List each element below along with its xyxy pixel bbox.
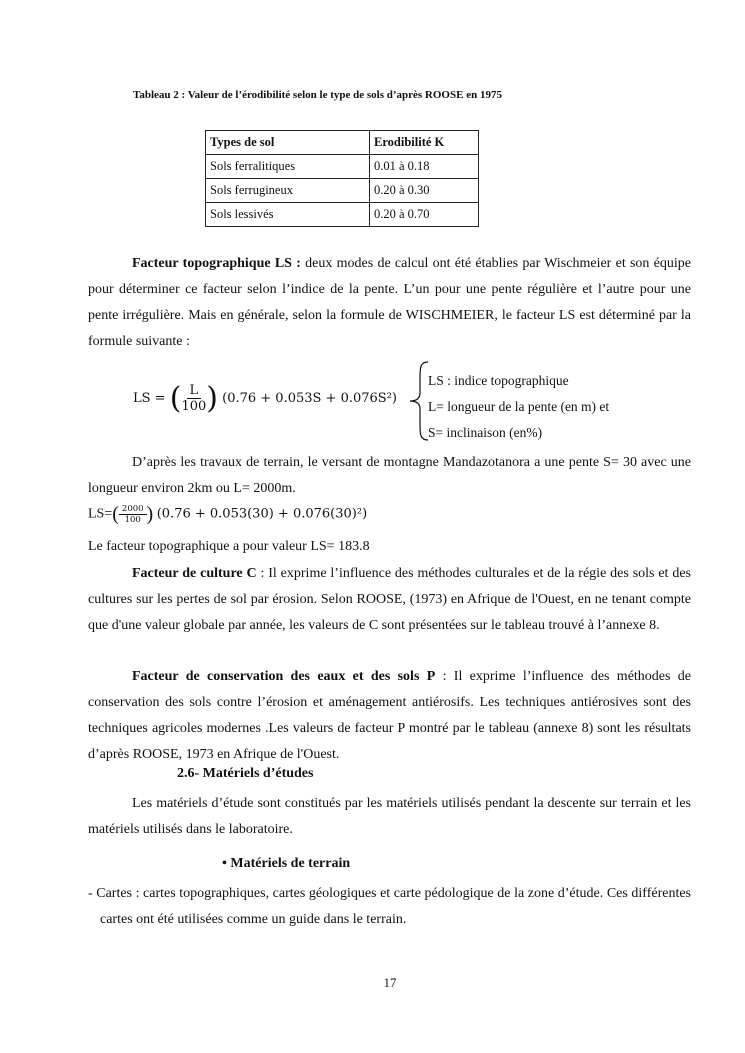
header-erodibility: Erodibilité K bbox=[370, 131, 479, 155]
materials-paragraph: Les matériels d’étude sont constitués par les matériels utilisés pendant la descente sur terrain et les matériels utilisés dans le laboratoire. bbox=[88, 796, 691, 837]
p-text: : Il exprime l’influence des méthodes de conservation des sols contre l’érosion et aménagement antiérosifs. Les techniques antiérosives sont des techniques agricoles modernes .Les valeurs de facteur P montré par le tableau (annexe 8) sont les résultats d’après ROOSE, 1973 en Afrique de l'Ouest. bbox=[88, 669, 691, 762]
table-header-row bbox=[206, 131, 479, 155]
ls-text: deux modes de calcul ont été établies par Wischmeier et son équipe pour déterminer ce facteur selon l’indice de la pente. L’un pour une pente régulière et l’autre pour une pente irrégulière. Mais en générale, selon la formule de WISCHMEIER, le facteur LS est déterminé par la formule suivante : bbox=[88, 256, 691, 349]
cell-erodibility: 0.20 à 0.30 bbox=[370, 179, 479, 203]
ls-title: Facteur topographique LS : bbox=[132, 256, 301, 271]
p-title: Facteur de conservation des eaux et des sols P bbox=[132, 669, 436, 684]
table-row bbox=[206, 155, 479, 179]
calc-fraction: $\frac{2000}{100}$ bbox=[119, 504, 147, 525]
c-text: : Il exprime l’influence des méthodes culturales et de la régie des sols et des cultures sur les pertes de sol par érosion. Selon ROOSE, (1973) en Afrique de l'Ouest, en ne tenant compte que d'une valeur globale par année, les valeurs de C sont présentées sur le tableau trouvé à l’annexe 8. bbox=[88, 566, 691, 633]
table-row bbox=[206, 203, 479, 227]
formula-legend bbox=[428, 368, 609, 446]
ls-formula: LS = ( $\frac{L}{100}$ ) (0.76 + 0.053S + 0.076S²) bbox=[133, 381, 397, 416]
bullet-heading: • Matériels de terrain bbox=[222, 856, 351, 871]
ls-value: Le facteur topographique a pour valeur LS= 183.8 bbox=[88, 539, 370, 554]
header-soil-type: Types de sol bbox=[206, 131, 370, 155]
bullet-icon: • bbox=[222, 856, 227, 871]
legend-brace bbox=[408, 360, 430, 442]
p-paragraph bbox=[88, 664, 691, 768]
formula-rest: (0.76 + 0.053S + 0.076S²) bbox=[222, 391, 397, 406]
section-heading: 2.6- Matériels d’études bbox=[177, 766, 314, 781]
cell-soil-type: Sols ferrugineux bbox=[206, 179, 370, 203]
erodibility-table bbox=[205, 130, 479, 227]
cell-erodibility: 0.20 à 0.70 bbox=[370, 203, 479, 227]
ls-paragraph bbox=[88, 251, 691, 355]
legend-ls: LS : indice topographique bbox=[428, 373, 569, 388]
formula-fraction: $\frac{L}{100}$ bbox=[181, 383, 207, 414]
cell-soil-type: Sols lessivés bbox=[206, 203, 370, 227]
terrain-paragraph: D’après les travaux de terrain, le versant de montagne Mandazotanora a une pente S= 30 avec une longueur environ 2km ou L= 2000m. bbox=[88, 455, 691, 496]
cell-erodibility: 0.01 à 0.18 bbox=[370, 155, 479, 179]
table-caption: Tableau 2 : Valeur de l’érodibilité selon le type de sols d’après ROOSE en 1975 bbox=[133, 89, 502, 101]
c-title: Facteur de culture C bbox=[132, 566, 257, 581]
page-number: 17 bbox=[383, 975, 397, 990]
calc-rest: (0.76 + 0.053(30) + 0.076(30)²) bbox=[156, 506, 368, 522]
table-row bbox=[206, 179, 479, 203]
calc-prefix: LS= bbox=[88, 506, 113, 522]
formula-lhs: LS = bbox=[133, 391, 166, 406]
cell-soil-type: Sols ferralitiques bbox=[206, 155, 370, 179]
legend-l: L= longueur de la pente (en m) et bbox=[428, 399, 610, 414]
ls-calculation: LS=( $\frac{2000}{100}$ ) (0.76 + 0.053(30) + 0.076(30)²) bbox=[88, 503, 368, 525]
cartes-item: - Cartes : cartes topographiques, cartes géologiques et carte pédologique de la zone d’étude. Ces différentes cartes ont été utilisées comme un guide dans le terrain. bbox=[88, 886, 691, 927]
legend-s: S= inclinaison (en%) bbox=[428, 425, 543, 440]
c-paragraph bbox=[88, 561, 691, 639]
